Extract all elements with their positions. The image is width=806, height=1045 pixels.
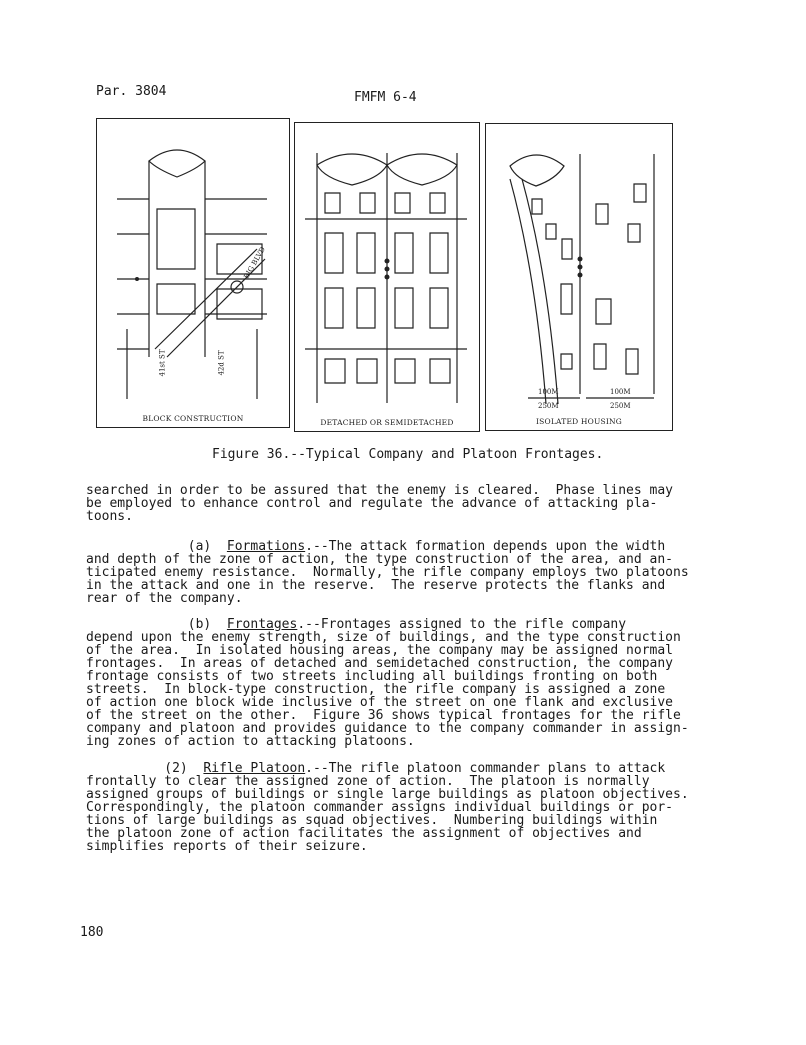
block-construction-map: [97, 119, 289, 427]
panel-label: BLOCK CONSTRUCTION: [142, 414, 244, 423]
dim-label-2: 250M: [538, 402, 559, 410]
text-line: rear of the company.: [86, 591, 243, 606]
text-line: the platoon zone of action facilitates the assignment of objectives and: [86, 826, 642, 841]
dim-label-1: 100M: [538, 388, 559, 396]
figure-panel-detached: [294, 122, 480, 432]
text-line: of the street on the other. Figure 36 shows typical frontages for the rifle: [86, 708, 681, 723]
isolated-map: [486, 124, 672, 430]
text-line: company and platoon and provides guidance to the company commander in assign-: [86, 721, 689, 736]
text-line: in the attack and one in the reserve. The reserve protects the flanks and: [86, 578, 666, 593]
text-line: tions of large buildings as squad objectives. Numbering buildings within: [86, 813, 658, 828]
section-title: Rifle Platoon: [203, 761, 306, 776]
para-number: (b): [187, 617, 212, 632]
panel-label: DETACHED OR SEMIDETACHED: [320, 418, 454, 427]
text-line: .--The attack formation depends upon the width: [305, 539, 666, 554]
figure-caption: Figure 36.--Typical Company and Platoon Frontages.: [212, 447, 604, 462]
dim-label-3: 100M: [610, 388, 631, 396]
text-line: frontages. In areas of detached and semidetached construction, the company: [86, 656, 673, 671]
manual-title: FMFM 6-4: [354, 90, 417, 105]
text-line: be employed to enhance control and regulate the advance of attacking pla-: [86, 496, 658, 511]
text-line: .--Frontages assigned to the rifle company: [297, 617, 627, 632]
street-label-42d: 42d ST: [217, 350, 226, 376]
text-line: ticipated enemy resistance. Normally, the rifle company employs two platoons: [86, 565, 689, 580]
paragraph-formations: [86, 539, 689, 606]
figure-panel-block: [96, 118, 290, 428]
detached-map: [295, 123, 479, 431]
paragraph-frontages: [86, 617, 689, 749]
panel-label: ISOLATED HOUSING: [536, 417, 622, 426]
text-line: of the area. In isolated housing areas, the company may be assigned normal: [86, 643, 673, 658]
text-line: frontage consists of two streets including all buildings fronting on both: [86, 669, 658, 684]
para-number: (2): [164, 761, 188, 776]
dim-label-4: 250M: [610, 402, 631, 410]
street-label-41st: 41st ST: [158, 349, 167, 377]
text-line: ing zones of action to attacking platoons.: [86, 734, 415, 749]
text-line: toons.: [86, 509, 133, 524]
text-line: .--The rifle platoon commander plans to attack: [305, 761, 666, 776]
text-line: and depth of the zone of action, the type construction of the area, and an-: [86, 552, 673, 567]
street-label-big-blvd: BIG BLVD: [242, 245, 267, 281]
text-line: assigned groups of buildings or single large buildings as platoon objectives.: [86, 787, 689, 802]
para-number: (a): [187, 539, 212, 554]
text-line: simplifies reports of their seizure.: [86, 839, 368, 854]
page-number: 180: [80, 925, 104, 940]
text-line: Correspondingly, the platoon commander assigns individual buildings or por-: [86, 800, 673, 815]
text-line: searched in order to be assured that the enemy is cleared. Phase lines may: [86, 483, 673, 498]
paragraph-continuation: [86, 484, 686, 523]
text-line: streets. In block-type construction, the rifle company is assigned a zone: [86, 682, 666, 697]
paragraph-rifle-platoon: [86, 761, 689, 854]
text-line: depend upon the enemy strength, size of buildings, and the type construction: [86, 630, 681, 645]
text-line: frontally to clear the assigned zone of action. The platoon is normally: [86, 774, 650, 789]
figure-panel-isolated: [485, 123, 673, 431]
text-line: of action one block wide inclusive of the street on one flank and exclusive: [86, 695, 673, 710]
paragraph-reference: Par. 3804: [96, 84, 167, 99]
section-title: Formations: [226, 539, 306, 554]
section-title: Frontages: [226, 617, 298, 632]
